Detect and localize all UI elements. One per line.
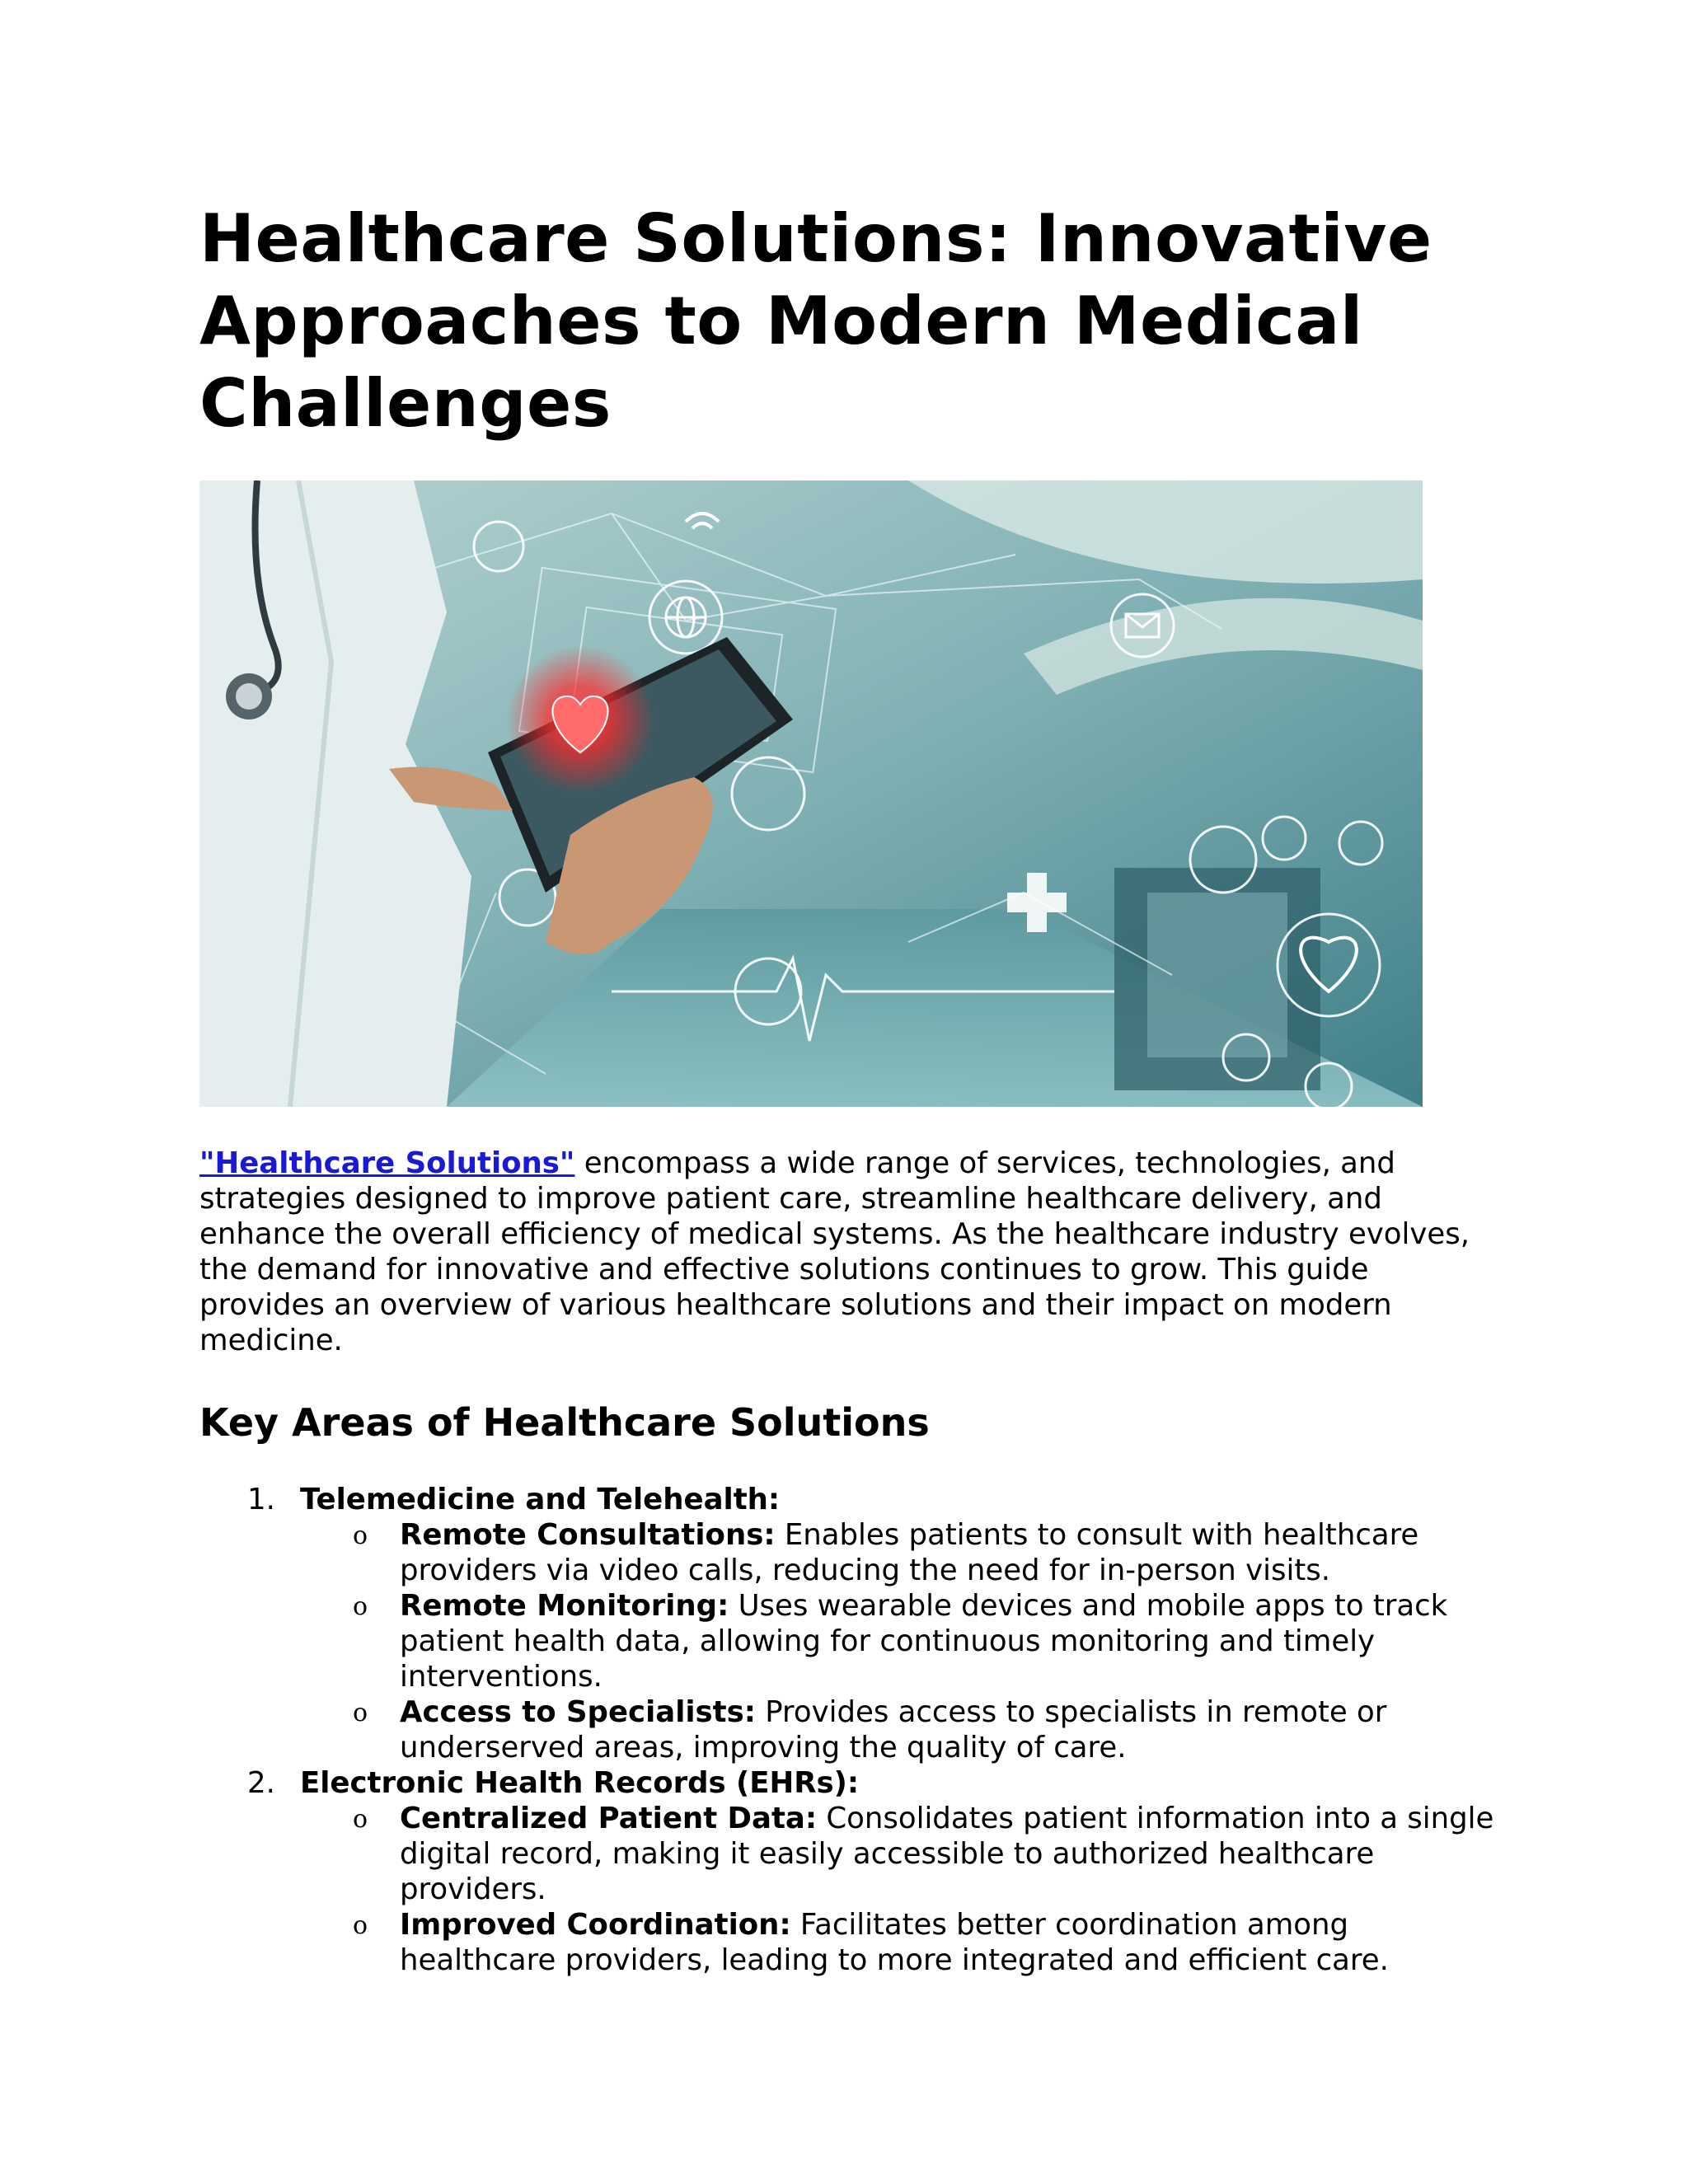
sub-list-item — [353, 1517, 1502, 1588]
sub-list-item — [353, 1694, 1502, 1765]
list-number: 2. — [247, 1766, 275, 1800]
section-heading: Key Areas of Healthcare Solutions — [199, 1400, 930, 1445]
bullet-icon: o — [353, 1592, 368, 1621]
list-item-heading: Electronic Health Records (EHRs): — [300, 1766, 860, 1800]
hero-image — [199, 480, 1423, 1107]
bullet-icon: o — [353, 1805, 368, 1834]
sub-item-label: Remote Consultations: — [400, 1518, 776, 1552]
sub-item-text: Facilitates better coordination among healthcare providers, leading to more integrated and efficient care. — [400, 1908, 1389, 1977]
bullet-icon: o — [353, 1911, 368, 1940]
page-title: Healthcare Solutions: Innovative Approaches to Modern Medical Challenges — [199, 200, 1432, 442]
sub-list-item — [353, 1588, 1502, 1694]
bullet-icon: o — [353, 1521, 368, 1550]
bullet-icon: o — [353, 1699, 368, 1727]
sub-item-label: Access to Specialists: — [400, 1695, 756, 1729]
sub-item-label: Remote Monitoring: — [400, 1589, 729, 1623]
list-item — [199, 1482, 1502, 1517]
sub-list-item — [353, 1907, 1502, 1978]
sub-item-text: Uses wearable devices and mobile apps to track patient health data, allowing for continuous monitoring and timely interventions. — [400, 1589, 1448, 1694]
list-item-heading: Telemedicine and Telehealth: — [300, 1483, 781, 1516]
sub-item-label: Centralized Patient Data: — [400, 1802, 818, 1835]
intro-text: encompass a wide range of services, technologies, and strategies designed to improve patient care, streamline healthcare delivery, and enhance the overall efficiency of medical systems. As the healthcare industry evolves, the demand for innovative and effective solutions continues to grow. This guide provides an overview of various healthcare solutions and their impact on modern medicine. — [199, 1146, 1470, 1357]
list-number: 1. — [247, 1483, 275, 1516]
intro-paragraph — [199, 1146, 1502, 1358]
sub-item-text: Enables patients to consult with healthcare providers via video calls, reducing the need for in-person visits. — [400, 1518, 1419, 1587]
healthcare-solutions-link[interactable]: "Healthcare Solutions" — [199, 1146, 575, 1180]
sub-item-label: Improved Coordination: — [400, 1908, 791, 1942]
sub-item-text: Consolidates patient information into a single digital record, making it easily accessible to authorized healthcare providers. — [400, 1802, 1494, 1906]
list-item — [199, 1765, 1502, 1801]
sub-item-text: Provides access to specialists in remote or underserved areas, improving the quality of care. — [400, 1695, 1387, 1765]
solutions-list — [199, 1482, 1502, 1978]
sub-list-item — [353, 1801, 1502, 1907]
